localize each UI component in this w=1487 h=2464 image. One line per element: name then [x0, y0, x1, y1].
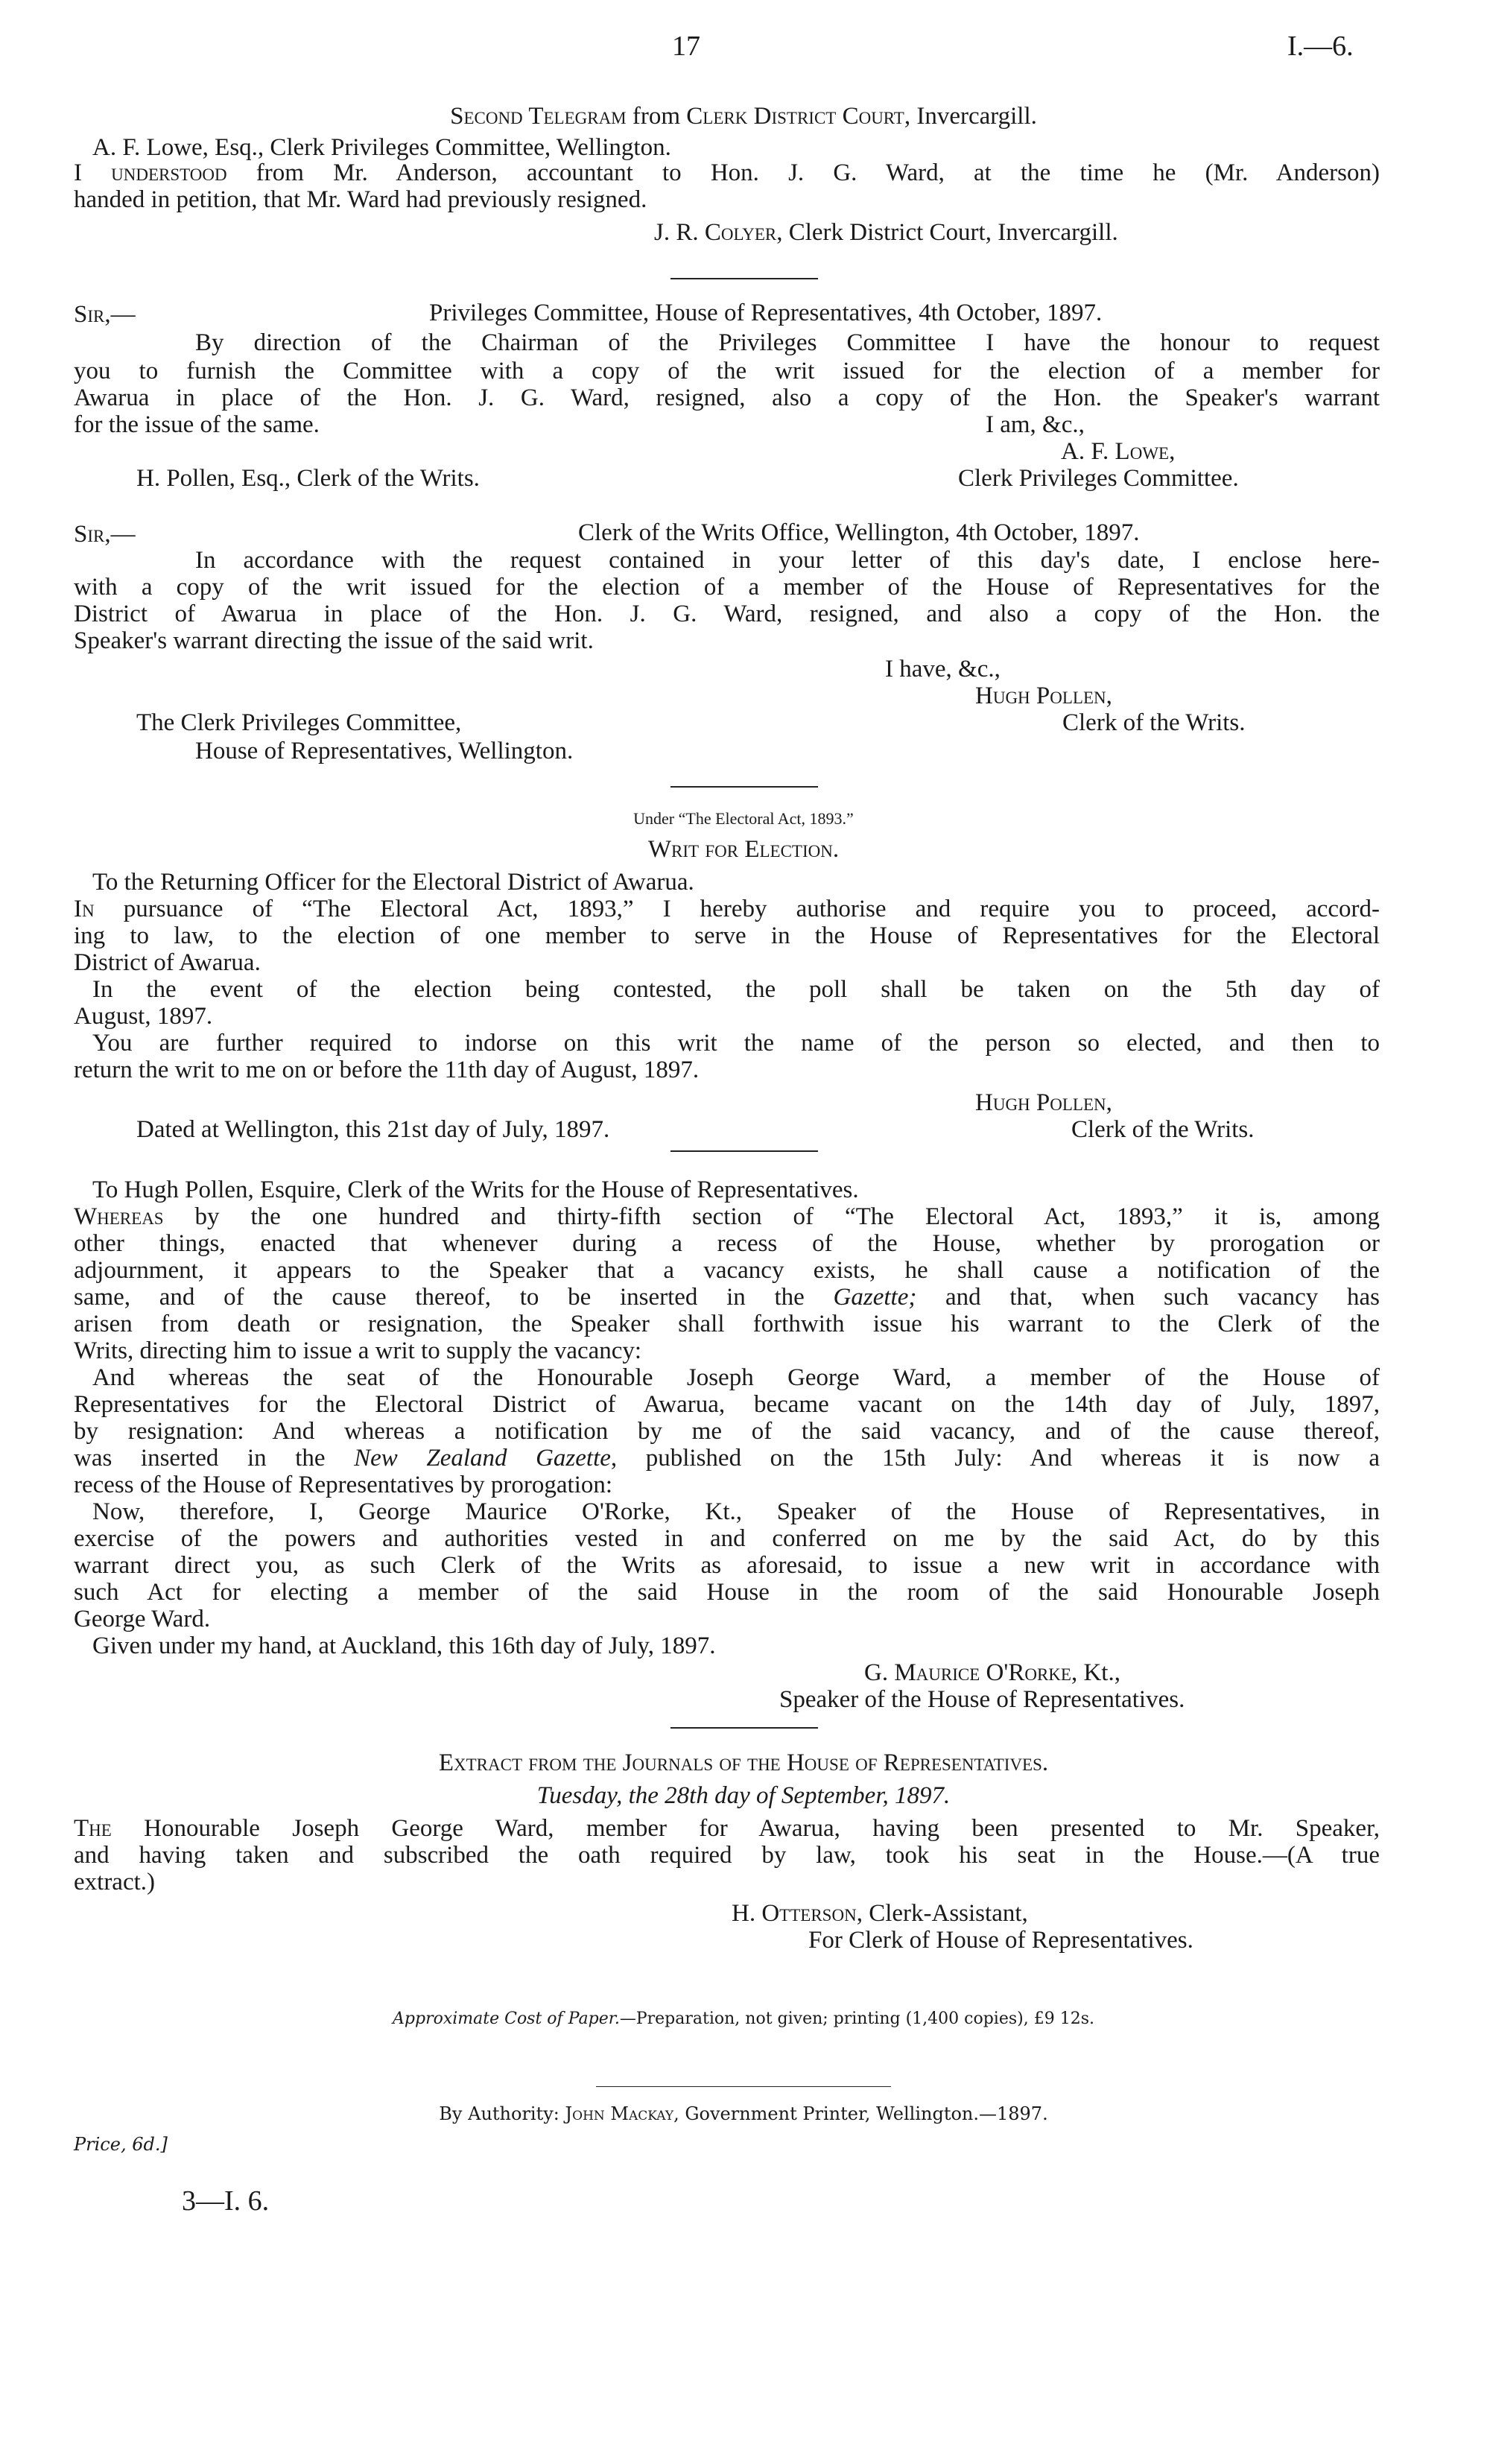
extract-date: Tuesday, the 28th day of September, 1897. — [536, 1782, 951, 1809]
writ-dated: Dated at Wellington, this 21st day of July, 1897. — [136, 1116, 610, 1143]
letter2-body-3: District of Awarua in place of the Hon. J. G. Ward, resigned, and also a copy of the Hon. the — [74, 601, 1380, 627]
telegram-heading: Second Telegram from Clerk District Court, Invercargill. — [450, 103, 1037, 130]
writ-para2-line1: In the event of the election being contested, the poll shall be taken on the 5th day of — [92, 976, 1380, 1003]
price: Price, 6d.] — [74, 2134, 168, 2155]
letter2-address: Clerk of the Writs Office, Wellington, 4th October, 1897. — [578, 519, 1140, 546]
warrant-para3-line5: George Ward. — [74, 1606, 211, 1632]
writ-signature-title: Clerk of the Writs. — [1071, 1116, 1255, 1143]
writ-para1-line3: District of Awarua. — [74, 949, 261, 976]
footer-divider — [596, 2086, 891, 2087]
writ-title: Writ for Election. — [647, 836, 840, 863]
letter2-signature-name: Hugh Pollen, — [975, 682, 1112, 709]
writ-para3-line2: return the writ to me on or before the 11th day of August, 1897. — [74, 1057, 700, 1083]
letter2-body-2: with a copy of the writ issued for the election of a member of the House of Representatives for the — [74, 574, 1380, 601]
letter1-recipient: H. Pollen, Esq., Clerk of the Writs. — [136, 465, 480, 492]
telegram-signature: J. R. Colyer, Clerk District Court, Invercargill. — [654, 219, 1118, 246]
divider — [670, 278, 818, 279]
warrant-signature-name: G. Maurice O'Rorke, Kt., — [864, 1659, 1120, 1686]
extract-title: Extract from the Journals of the House of Representatives. — [438, 1749, 1049, 1776]
warrant-para2-line3: by resignation: And whereas a notification by me of the said vacancy, and of the cause thereof, — [74, 1418, 1380, 1445]
letter1-address: Privileges Committee, House of Representatives, 4th October, 1897. — [429, 300, 1103, 326]
warrant-para1-line1: Whereas by the one hundred and thirty-fifth section of “The Electoral Act, 1893,” it is, among — [74, 1203, 1380, 1230]
letter2-body-4: Speaker's warrant directing the issue of the said writ. — [74, 627, 594, 654]
warrant-para3-line1: Now, therefore, I, George Maurice O'Rorke, Kt., Speaker of the House of Representatives, in — [92, 1498, 1380, 1525]
telegram-line-1: I understood from Mr. Anderson, accountant to Hon. J. G. Ward, at the time he (Mr. Anderson) — [74, 159, 1380, 186]
letter1-body-3: Awarua in place of the Hon. J. G. Ward, resigned, also a copy of the Hon. the Speaker's warrant — [74, 384, 1380, 411]
page-reference: I.—6. — [1287, 31, 1354, 62]
letter2-recipient-2: House of Representatives, Wellington. — [195, 738, 574, 764]
letter1-closing: I am, &c., — [986, 411, 1085, 438]
writ-para1-line2: ing to law, to the election of one member to serve in the House of Representatives for the Electoral — [74, 922, 1380, 949]
divider — [670, 1727, 818, 1729]
writ-para1-line1: In pursuance of “The Electoral Act, 1893,” I hereby authorise and require you to proceed, accord- — [74, 896, 1380, 922]
writ-signature-name: Hugh Pollen, — [975, 1089, 1112, 1116]
writ-para3-line1: You are further required to indorse on this writ the name of the person so elected, and then to — [92, 1030, 1380, 1057]
divider — [670, 1150, 818, 1152]
letter1-body-2: you to furnish the Committee with a copy of the writ issued for the election of a member for — [74, 358, 1380, 384]
warrant-para1-line2: other things, enacted that whenever during a recess of the House, whether by prorogation or — [74, 1230, 1380, 1257]
telegram-to: A. F. Lowe, Esq., Clerk Privileges Committee, Wellington. — [92, 134, 671, 161]
letter1-body-1: By direction of the Chairman of the Privileges Committee I have the honour to request — [195, 329, 1380, 356]
warrant-para1-line4: same, and of the cause thereof, to be inserted in the Gazette; and that, when such vacancy has — [74, 1284, 1380, 1311]
writ-para2-line2: August, 1897. — [74, 1003, 213, 1030]
warrant-given: Given under my hand, at Auckland, this 16th day of July, 1897. — [92, 1632, 716, 1659]
warrant-para2-line5: recess of the House of Representatives by prorogation: — [74, 1472, 613, 1498]
extract-para-line3: extract.) — [74, 1869, 156, 1895]
letter2-salutation: Sir,— — [74, 521, 136, 548]
extract-para-line1: The Honourable Joseph George Ward, member for Awarua, having been presented to Mr. Speaker, — [74, 1815, 1380, 1842]
letter2-signature-title: Clerk of the Writs. — [1062, 709, 1246, 736]
extract-signature-title: For Clerk of House of Representatives. — [808, 1927, 1193, 1954]
writ-to: To the Returning Officer for the Electoral District of Awarua. — [92, 869, 694, 896]
letter1-body-4: for the issue of the same. — [74, 411, 320, 438]
sheet-signature: 3—I. 6. — [182, 2185, 270, 2217]
letter1-signature-name: A. F. Lowe, — [1061, 438, 1176, 465]
telegram-line-2: handed in petition, that Mr. Ward had previously resigned. — [74, 186, 647, 213]
warrant-para2-line2: Representatives for the Electoral District of Awarua, became vacant on the 14th day of July, 1897, — [74, 1391, 1380, 1418]
warrant-para2-line1: And whereas the seat of the Honourable Joseph George Ward, a member of the House of — [92, 1364, 1380, 1391]
cost-of-paper: Approximate Cost of Paper.—Preparation, not given; printing (1,400 copies), £9 12s. — [393, 2009, 1094, 2028]
warrant-para2-line4: was inserted in the New Zealand Gazette, published on the 15th July: And whereas it is now a — [74, 1445, 1380, 1472]
warrant-para3-line3: warrant direct you, as such Clerk of the Writs as aforesaid, to issue a new writ in accordance with — [74, 1552, 1380, 1579]
warrant-para1-line5: arisen from death or resignation, the Speaker shall forthwith issue his warrant to the Clerk of the — [74, 1311, 1380, 1337]
page-number: 17 — [672, 31, 700, 62]
warrant-to: To Hugh Pollen, Esquire, Clerk of the Writs for the House of Representatives. — [92, 1176, 859, 1203]
printer-authority: By Authority: John Mackay, Government Printer, Wellington.—1897. — [439, 2103, 1048, 2124]
writ-under-act: Under “The Electoral Act, 1893.” — [633, 809, 854, 828]
letter1-salutation: Sir,— — [74, 301, 136, 328]
warrant-para3-line2: exercise of the powers and authorities vested in and conferred on me by the said Act, do by this — [74, 1525, 1380, 1552]
warrant-signature-title: Speaker of the House of Representatives. — [779, 1686, 1185, 1713]
letter2-recipient-1: The Clerk Privileges Committee, — [136, 709, 462, 736]
warrant-para1-line3: adjournment, it appears to the Speaker that a vacancy exists, he shall cause a notification of the — [74, 1257, 1380, 1284]
letter2-body-1: In accordance with the request contained in your letter of this day's date, I enclose here- — [195, 547, 1380, 574]
letter1-signature-title: Clerk Privileges Committee. — [958, 465, 1239, 492]
extract-para-line2: and having taken and subscribed the oath required by law, took his seat in the House.—(A true — [74, 1842, 1380, 1869]
warrant-para1-line6: Writs, directing him to issue a writ to supply the vacancy: — [74, 1337, 642, 1364]
letter2-closing: I have, &c., — [885, 656, 1001, 682]
extract-signature-name: H. Otterson, Clerk-Assistant, — [732, 1900, 1028, 1927]
divider — [670, 786, 818, 788]
warrant-para3-line4: such Act for electing a member of the said House in the room of the said Honourable Joseph — [74, 1579, 1380, 1606]
